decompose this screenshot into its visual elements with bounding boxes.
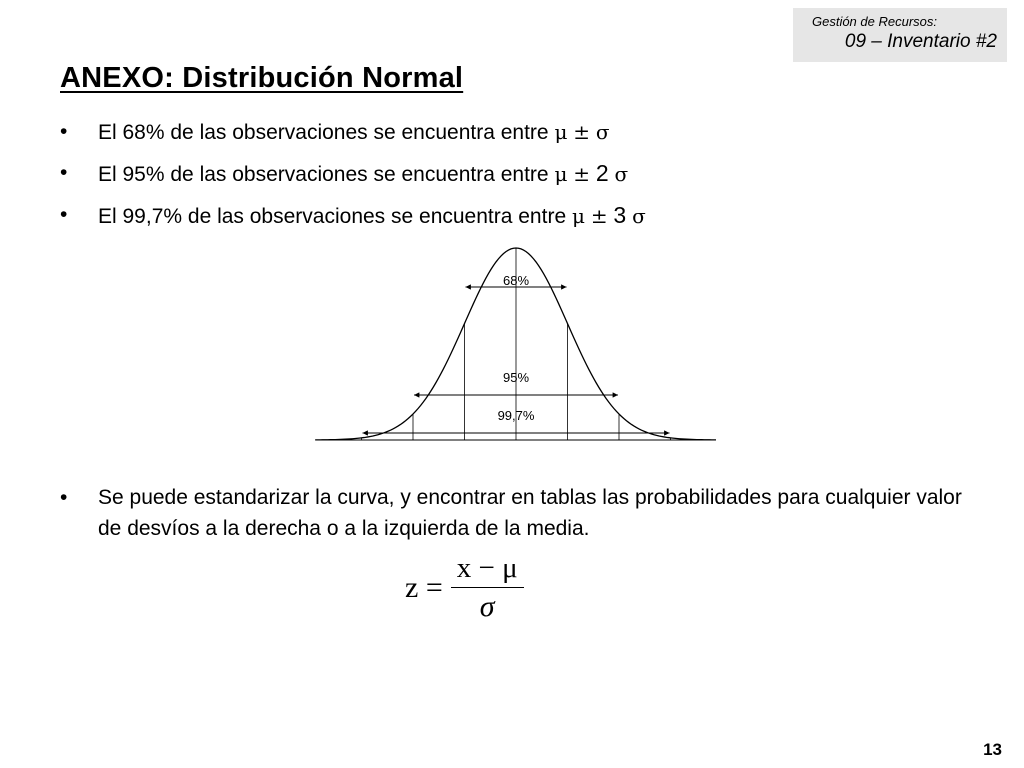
formula-fraction (451, 551, 524, 626)
course-header (793, 8, 1007, 62)
bullet-99-7-text: El 99,7% de las observaciones se encuentra entre (98, 205, 567, 228)
sigma-symbol: σ (614, 162, 629, 186)
formula-denominator: σ (479, 589, 495, 623)
normal-distribution-chart (312, 240, 716, 446)
sigma-symbol: σ (632, 204, 646, 228)
unit-title: 09 – Inventario #2 (844, 31, 997, 52)
interval-label-95: 95% (502, 370, 530, 385)
course-name: Gestión de Recursos: (811, 14, 937, 29)
plus-minus-symbol: ± (573, 120, 591, 144)
plus-minus-symbol: ± (573, 162, 591, 186)
mu-symbol: μ (554, 120, 568, 144)
bullet-99-7 (60, 195, 646, 237)
formula-numerator: x − μ (451, 551, 524, 588)
formula-lhs: z = (405, 571, 443, 604)
z-score-formula (405, 548, 524, 628)
interval-label-68: 68% (502, 273, 530, 288)
sigma-symbol: σ (595, 120, 610, 144)
slide-title: ANEXO: Distribución Normal (60, 62, 464, 94)
rule-bullet-list (60, 112, 646, 237)
multiplier-3: 3 (613, 202, 627, 228)
bullet-95 (60, 153, 646, 195)
mu-symbol: μ (571, 204, 585, 228)
bullet-95-text: El 95% de las observaciones se encuentra entre (98, 163, 549, 186)
page-number: 13 (983, 740, 1002, 759)
plus-minus-symbol: ± (590, 204, 608, 228)
mu-symbol: μ (554, 162, 568, 186)
multiplier-2: 2 (595, 160, 609, 186)
bullet-68 (60, 112, 646, 153)
interval-label-997: 99,7% (497, 408, 535, 423)
bullet-68-text: El 68% de las observaciones se encuentra entre (98, 121, 549, 144)
bullet-standardize: • Se puede estandarizar la curva, y encontrar en tablas las probabilidades para cualquier valor de desvíos a la derecha o a la izquierda de la media. (60, 482, 990, 544)
standardize-bullet-list (60, 482, 990, 544)
